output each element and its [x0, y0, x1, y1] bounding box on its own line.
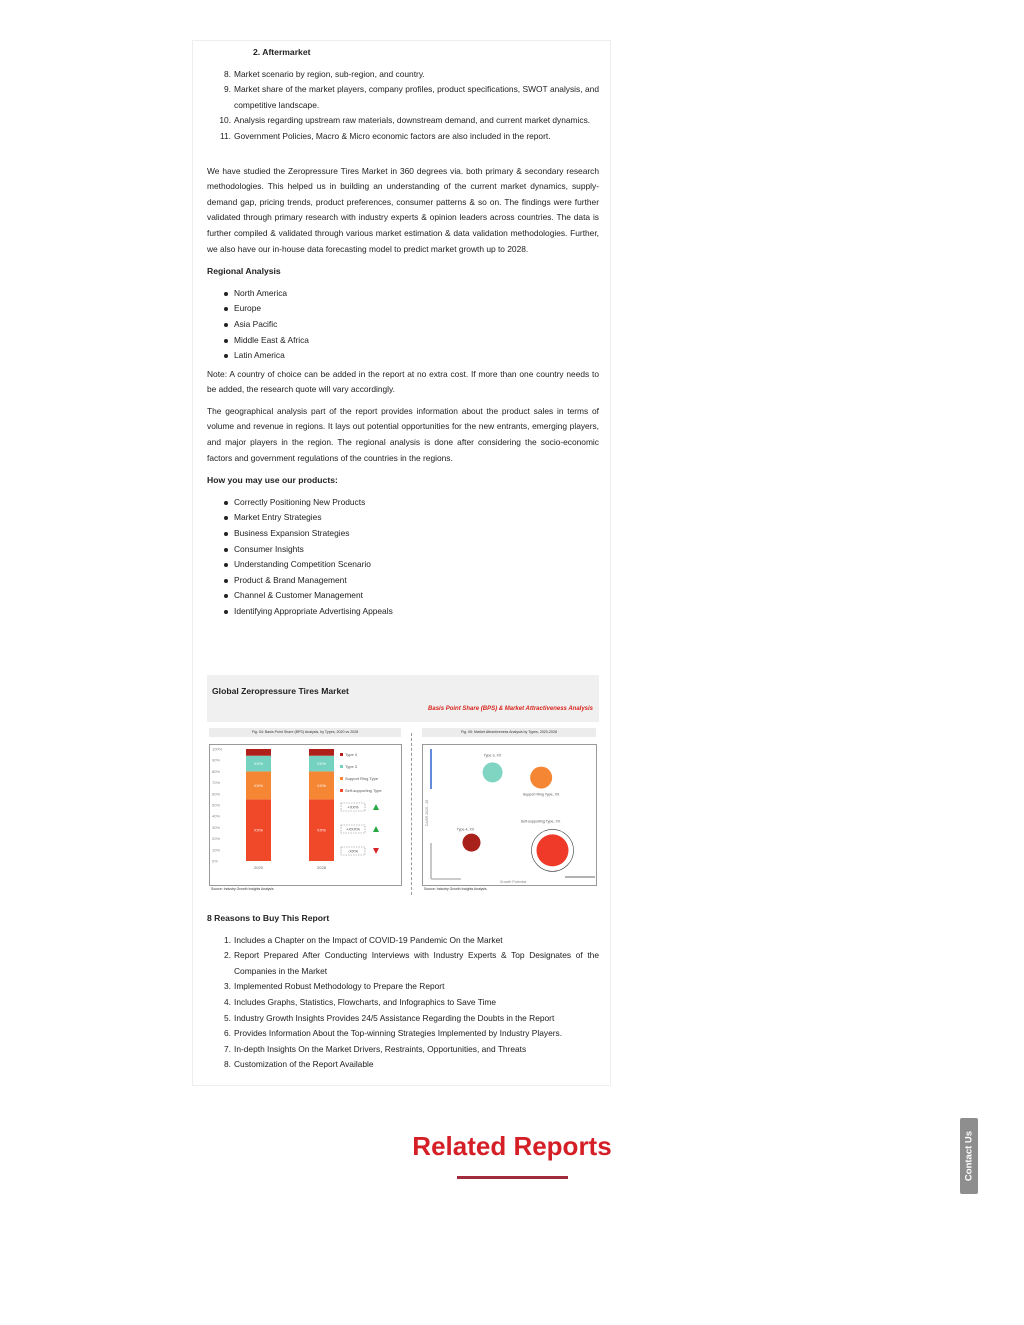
item-text: Includes a Chapter on the Impact of COVID-19 Pandemic On the Market	[234, 934, 503, 945]
figure-title: Global Zeropressure Tires Market	[212, 686, 349, 696]
y-tick-label: 70%	[212, 780, 221, 786]
bubble-point	[463, 834, 481, 852]
bubble-point	[537, 834, 569, 866]
market-figure	[207, 675, 599, 895]
bps-change-label: +XX%	[347, 804, 359, 810]
reasons-heading: 8 Reasons to Buy This Report	[207, 913, 330, 923]
bubble-label: Type 3, XX	[483, 753, 502, 758]
attractiveness-chart-caption: Fig. 05: Market Attractiveness Analysis by Types, 2020-2028	[422, 728, 596, 737]
item-number: 2.	[224, 950, 231, 961]
legend-label: Type 3	[345, 764, 358, 769]
list-item: Middle East & Africa	[207, 333, 599, 349]
list-item: Business Expansion Strategies	[207, 526, 599, 542]
list-item	[207, 995, 599, 1011]
list-item: North America	[207, 286, 599, 302]
item-number: 1.	[224, 934, 231, 945]
list-item: Market Entry Strategies	[207, 510, 599, 526]
list-item: Correctly Positioning New Products	[207, 495, 599, 511]
country-note: Note: A country of choice can be added in the report at no extra cost. If more than one country needs to be added, the research quote will vary accordingly.	[207, 368, 599, 395]
list-item: Channel & Customer Management	[207, 588, 599, 604]
item-number: 6.	[224, 1028, 231, 1039]
item-number: 3.	[224, 981, 231, 992]
item-text: Report Prepared After Conducting Interviews with Industry Experts & Top Designates of the Companies in the Market	[234, 950, 599, 976]
item-text: Includes Graphs, Statistics, Flowcharts, and Infographics to Save Time	[234, 996, 497, 1007]
list-item: Europe	[207, 301, 599, 317]
y-tick-label: 80%	[212, 768, 221, 774]
list-item	[207, 1042, 599, 1058]
item-text: Implemented Robust Methodology to Prepare the Report	[234, 981, 445, 992]
legend-swatch	[340, 765, 343, 768]
list-item: Product & Brand Management	[207, 573, 599, 589]
attractiveness-chart-panel	[422, 744, 597, 886]
bar-value-label: XX%	[317, 761, 326, 767]
item-number: 8.	[224, 1059, 231, 1070]
list-item: Understanding Competition Scenario	[207, 557, 599, 573]
y-axis-label: CAGR 2020 - 28	[425, 799, 429, 827]
item-number: 5.	[224, 1012, 231, 1023]
legend-label: Type 4	[345, 752, 358, 757]
bar-segment	[309, 749, 334, 756]
item-text: Provides Information About the Top-winning Strategies Implemented by Industry Players.	[234, 1028, 563, 1039]
report-description-card	[192, 40, 611, 1086]
y-tick-label: 20%	[212, 836, 221, 842]
bar-value-label: XX%	[254, 761, 263, 767]
bps-chart-caption: Fig. 04: Basis Point Share (BPS) Analysis, by Types, 2020 vs 2028	[209, 728, 401, 737]
legend-swatch	[340, 789, 343, 792]
bps-change-label: -XX%	[347, 848, 359, 854]
bar-value-label: XX%	[317, 782, 326, 788]
list-item	[207, 67, 599, 83]
regional-analysis-heading: Regional Analysis	[207, 266, 281, 277]
item-text: Government Policies, Macro & Micro economic factors are also included in the report.	[234, 130, 551, 141]
geographical-paragraph: The geographical analysis part of the report provides information about the product sales in terms of volume and revenue in regions. It lays out potential opportunities for the new entrants, emerging players, and major players in the region. The regional analysis is done after considering the socio-economic factors and government regulations of the countries in the regions.	[207, 405, 599, 463]
item-number: 8.	[224, 68, 231, 79]
list-item	[207, 933, 599, 949]
item-number: 7.	[224, 1043, 231, 1054]
uses-heading: How you may use our products:	[207, 475, 338, 486]
region-list	[207, 286, 599, 364]
list-item	[207, 979, 599, 995]
contact-us-label: Contact Us	[963, 1130, 975, 1182]
report-content	[207, 45, 599, 620]
bar-value-label: XX%	[317, 827, 326, 833]
related-reports-heading: Related Reports	[412, 1131, 612, 1161]
list-item	[207, 129, 599, 145]
attractiveness-chart-source: Source: Industry Growth Insights Analysis	[424, 887, 487, 891]
legend-label: Support Ring Type	[345, 776, 379, 781]
list-item	[207, 1026, 599, 1042]
sub-heading-aftermarket: 2. Aftermarket	[253, 47, 311, 57]
bubble-point	[530, 767, 552, 789]
up-arrow-icon	[373, 826, 379, 832]
item-text: In-depth Insights On the Market Drivers, Restraints, Opportunities, and Threats	[234, 1043, 527, 1054]
figure-header	[207, 675, 599, 722]
legend-swatch	[340, 753, 343, 756]
figure-subtitle: Basis Point Share (BPS) & Market Attractiveness Analysis	[428, 706, 593, 712]
list-item: Asia Pacific	[207, 317, 599, 333]
y-tick-label: 60%	[212, 791, 221, 797]
list-item: Consumer Insights	[207, 542, 599, 558]
attractiveness-bubble-chart	[423, 745, 596, 885]
bubble-label: Type 4, XX	[456, 827, 475, 832]
intro-paragraph: We have studied the Zeropressure Tires Market in 360 degrees via. both primary & secondary research methodologies. This helped us in building an understanding of the current market dynamics, supply-demand gap, pricing trends, product preferences, consumer patterns & so on. The findings were further validated through primary research with industry experts & opinion leaders across countries. The data is further compiled & validated through various market estimation & data validation methodologies. Further, we also have our in-house data forecasting model to predict market growth up to 2028.	[207, 165, 599, 254]
y-tick-label: 100%	[212, 746, 223, 752]
reasons-section	[207, 911, 599, 1073]
y-tick-label: 40%	[212, 813, 221, 819]
legend-swatch	[340, 777, 343, 780]
list-item: Latin America	[207, 348, 599, 364]
x-axis-label: Growth Potential	[499, 880, 527, 884]
bps-stacked-bar-chart	[210, 745, 401, 885]
x-tick-label: 2028	[317, 865, 326, 870]
bar-segment	[246, 749, 271, 756]
bubble-label: Support Ring Type, XX	[522, 792, 560, 797]
up-arrow-icon	[373, 804, 379, 810]
bubble-point	[483, 762, 503, 782]
bps-chart-panel	[209, 744, 402, 886]
down-arrow-icon	[373, 848, 379, 854]
bar-value-label: XX%	[254, 827, 263, 833]
list-item	[207, 1057, 599, 1073]
bps-chart-source: Source: Industry Growth Insights Analysis	[211, 887, 274, 891]
x-tick-label: 2020	[254, 865, 263, 870]
item-text: Customization of the Report Available	[234, 1059, 374, 1070]
item-text: Analysis regarding upstream raw materials, downstream demand, and current market dynamics.	[234, 115, 591, 126]
item-number: 11.	[219, 130, 231, 141]
list-item	[207, 113, 599, 129]
item-number: 9.	[224, 84, 231, 95]
item-text: Market scenario by region, sub-region, and country.	[234, 68, 425, 79]
uses-list	[207, 495, 599, 620]
y-tick-label: 30%	[212, 824, 221, 830]
item-number: 10.	[219, 115, 231, 126]
item-text: Industry Growth Insights Provides 24/5 Assistance Regarding the Doubts in the Report	[234, 1012, 555, 1023]
y-tick-label: 10%	[212, 847, 221, 853]
list-item	[207, 82, 599, 113]
reasons-list	[207, 933, 599, 1073]
bubble-label: Self-supporting Type, XX	[520, 819, 561, 824]
figure-divider	[411, 733, 412, 895]
bps-change-label: +XXX%	[346, 826, 360, 832]
y-tick-label: 50%	[212, 802, 221, 808]
item-number: 4.	[224, 996, 231, 1007]
legend-label: Self-supporting Type	[345, 788, 382, 793]
list-item	[207, 948, 599, 979]
heading-underline	[457, 1176, 568, 1179]
y-tick-label: 90%	[212, 757, 221, 763]
y-tick-label: 0%	[212, 858, 218, 864]
scope-list	[207, 67, 599, 145]
list-item: Identifying Appropriate Advertising Appeals	[207, 604, 599, 620]
bar-value-label: XX%	[254, 782, 263, 788]
item-text: Market share of the market players, company profiles, product specifications, SWOT analysis, and competitive landscape.	[234, 84, 599, 110]
list-item	[207, 1011, 599, 1027]
contact-us-tab[interactable]	[960, 1118, 978, 1194]
